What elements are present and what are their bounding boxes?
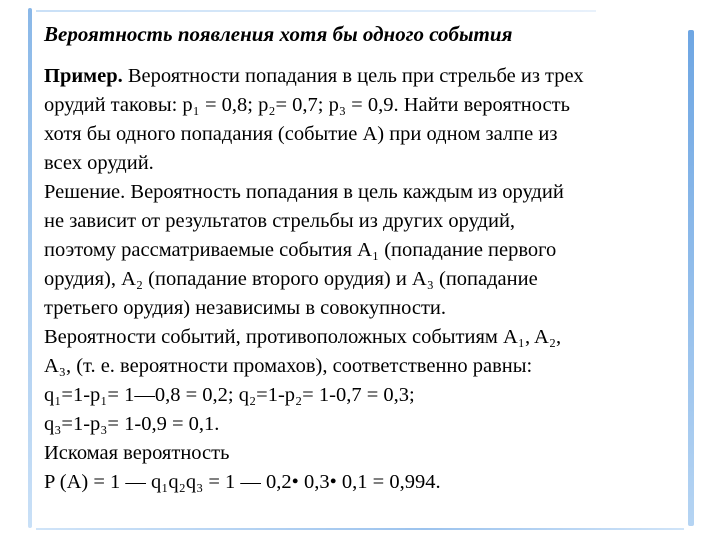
example-label: Пример. [44,65,123,87]
text-line: A₃, (т. е. вероятности промахов), соответственно равны: [44,355,533,377]
frame-bottom-bar [36,528,684,530]
text-line: поэтому рассматриваемые события A₁ (попадание первого [44,239,557,261]
slide-body [44,62,684,497]
text-line: не зависит от результатов стрельбы из других орудий, [44,210,516,232]
text-line: Искомая вероятность [44,442,230,464]
text-line: Решение. Вероятность попадания в цель каждым из орудий [44,181,564,203]
text-line: Вероятности событий, противоположных событиям A₁, A₂, [44,326,562,348]
text-line: всех орудий. [44,152,154,174]
text-line [44,62,684,91]
line-text: Вероятности попадания в цель при стрельбе из трех [122,65,584,87]
text-line: орудий таковы: p₁ = 0,8; p₂= 0,7; p₃ = 0,9. Найти вероятность [44,94,570,116]
text-line: q₁=1-p₁= 1—0,8 = 0,2; q₂=1-p₂= 1-0,7 = 0,3; [44,384,415,406]
text-line: q₃=1-p₃= 1-0,9 = 0,1. [44,413,220,435]
text-line: третьего орудия) независимы в совокупности. [44,297,447,319]
frame-top-bar [36,10,596,12]
text-line: орудия), A₂ (попадание второго орудия) и A₃ (попадание [44,268,538,290]
frame-left-bar [28,8,32,528]
text-line: хотя бы одного попадания (событие A) при одном залпе из [44,123,558,145]
frame-right-bar [688,30,694,526]
slide-title: Вероятность появления хотя бы одного события [44,22,513,46]
text-line: P (A) = 1 — q₁q₂q₃ = 1 — 0,2• 0,3• 0,1 = 0,994. [44,471,441,493]
